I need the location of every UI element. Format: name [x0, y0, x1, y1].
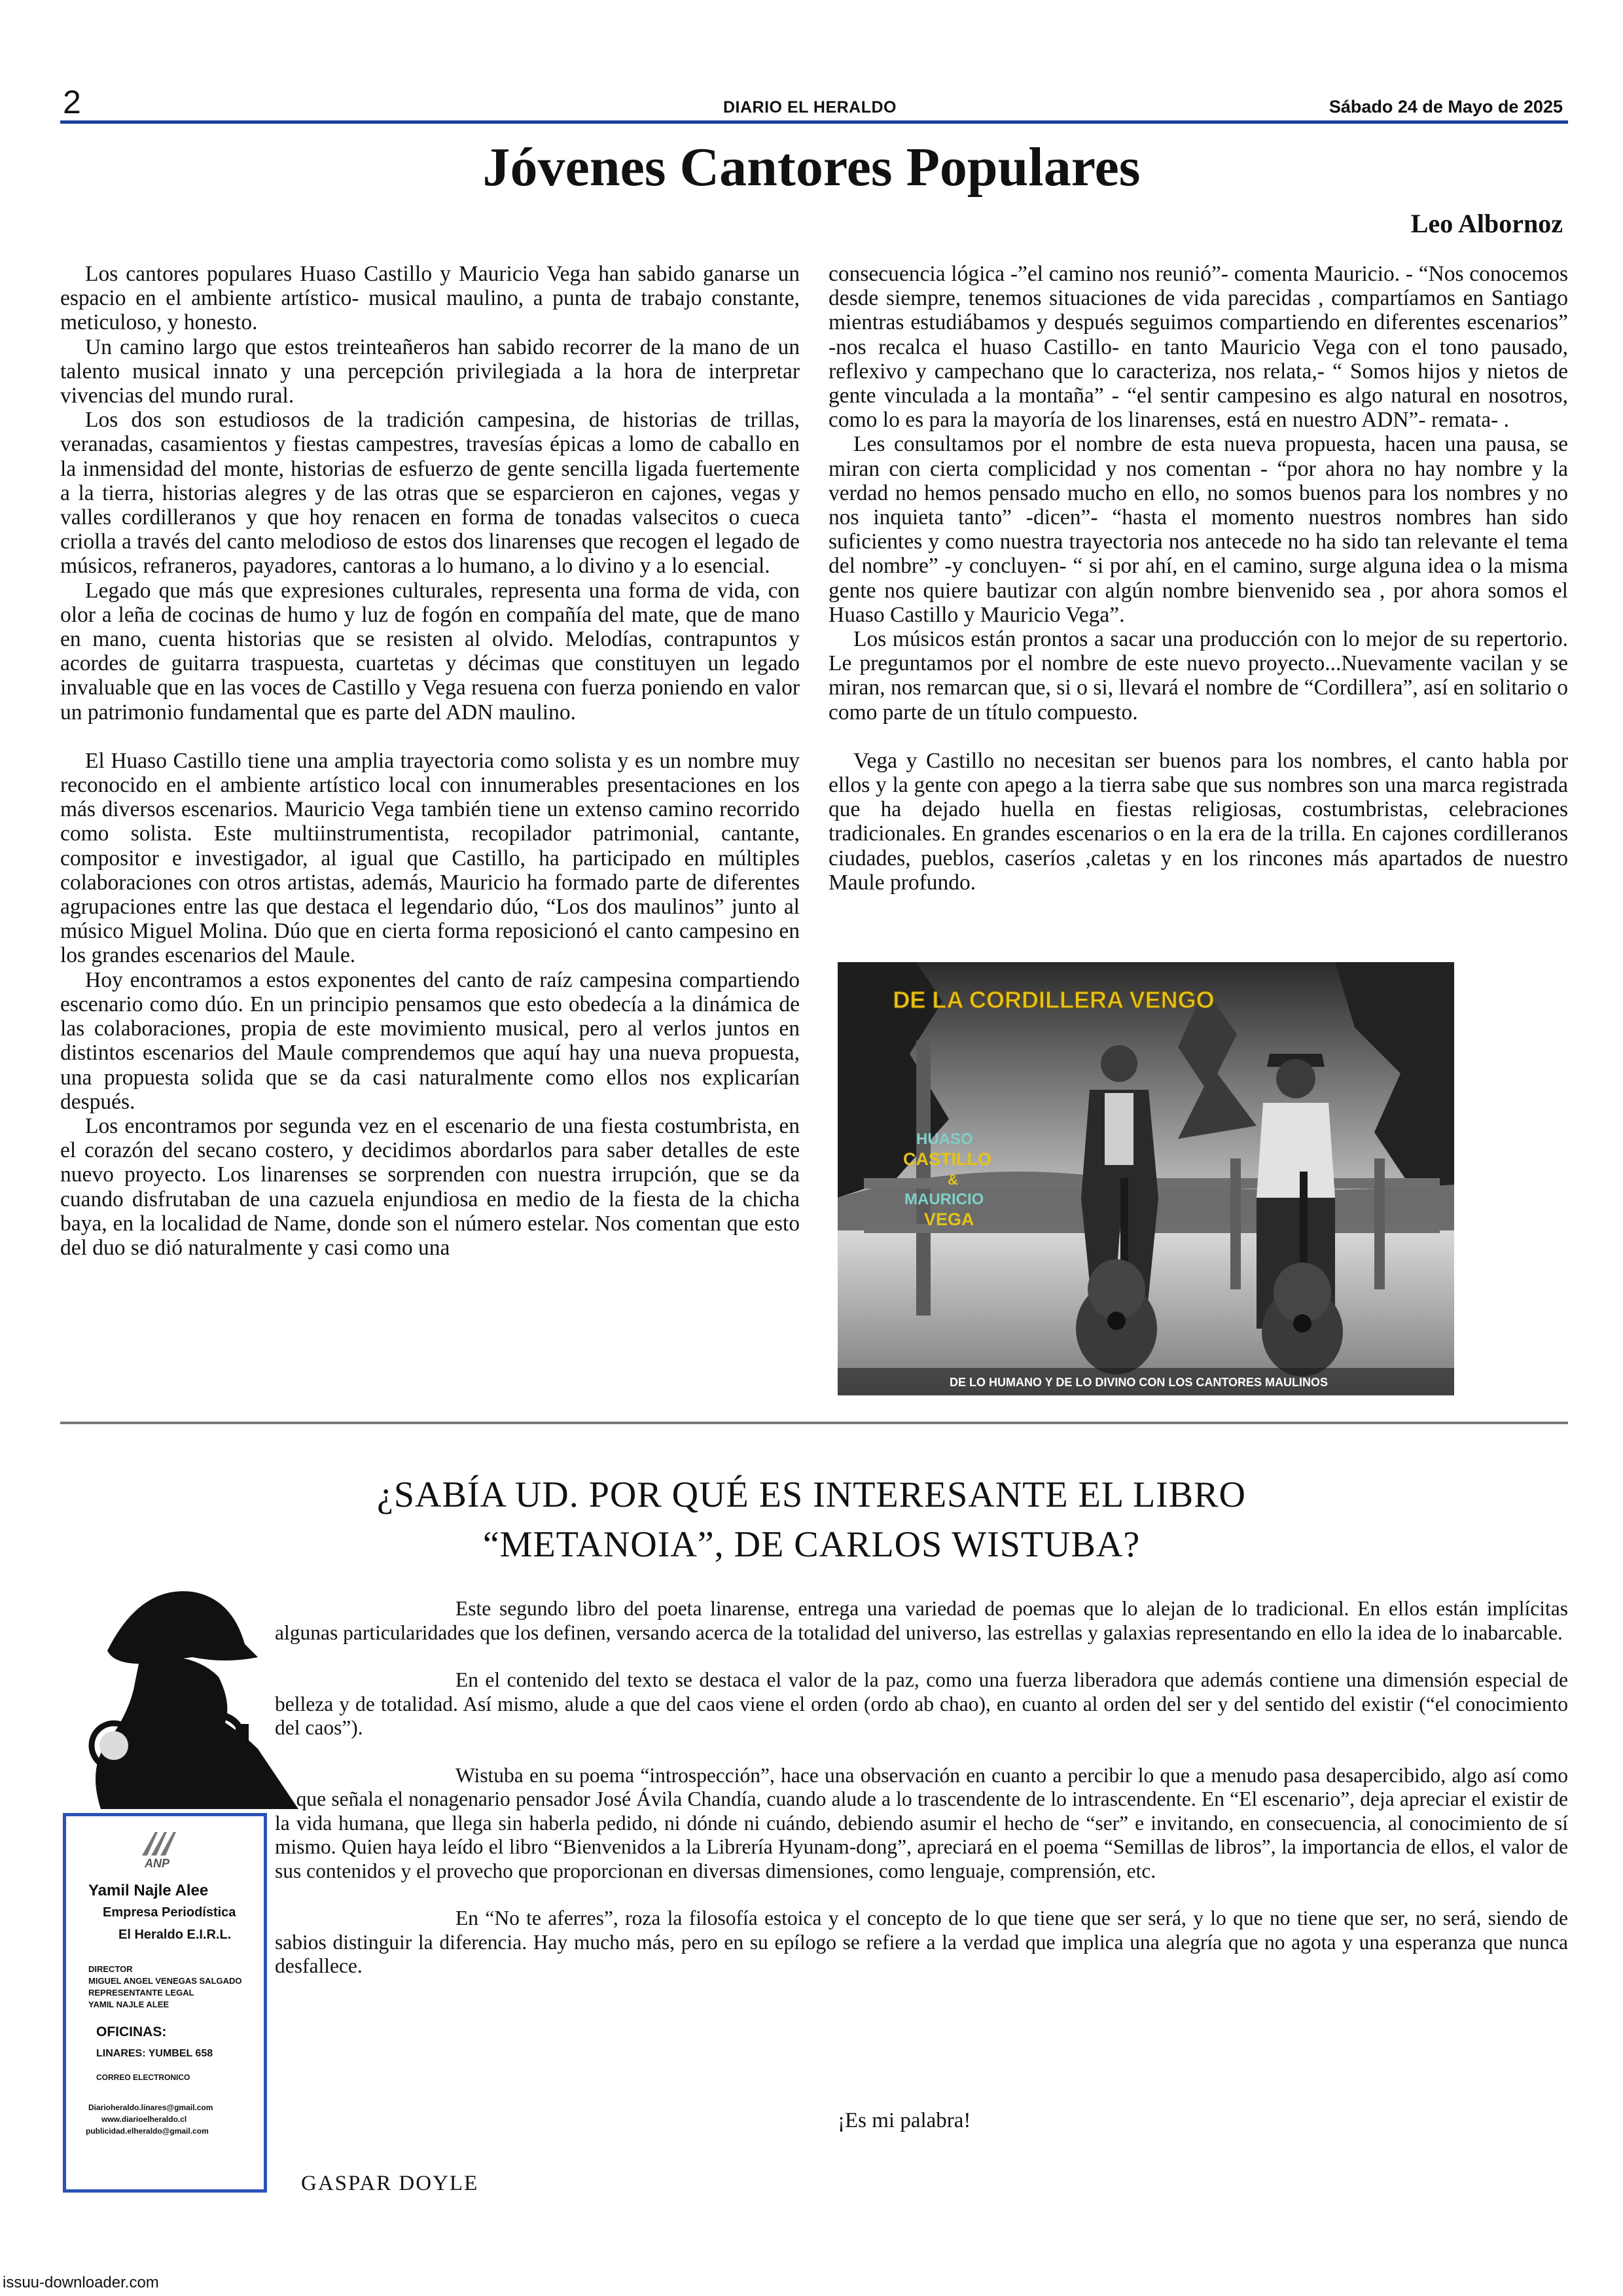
article-paragraph: Les consultamos por el nombre de esta nueva propuesta, hacen una pausa, se miran con cierta complicidad y nos comentan - “por ahora no hay nombre y la verdad no hemos pensado mucho en ello, no somos buenos para los nombres y no nos inquieta tanto” -dicen”- “hasta el momento nuestros nombres han sido suficientes y como nuestra trayectoria nos antecede no ha sido tan relevante el tema del nombre” -y concluyen- “ si por ahí, en el camino, surge alguna idea o la misma gente nos quiere bautizar con algún nombre bienvenido sea , por ahora somos el Huaso Castillo y Mauricio Vega”. [829, 432, 1568, 627]
detective-silhouette-icon [62, 1579, 298, 1809]
album-title: DE LA CORDILLERA VENGO [893, 986, 1215, 1013]
page-number: 2 [63, 84, 81, 120]
article-paragraph: Los dos son estudiosos de la tradición campesina, de historias de trillas, veranadas, casamientos y fiestas campestres, travesías épicas a lomo de caballo en la inmensidad del monte, historias de esfuerzo de gente sencilla ligada fuertemente a la tierra, historias alegres y de las otras que se esparcieron en cajones, vegas y valles cordilleranos y que hoy renacen en forma de tonadas valsecitos o cueca criolla a través del canto melodioso de estos dos linarenses que recogen el legado de músicos, refraneros, payadores, cantoras a lo humano, a lo divino y a lo esencial. [60, 408, 800, 579]
article-byline: Leo Albornoz [1410, 209, 1563, 238]
masthead-website: www.diarioelheraldo.cl [101, 2115, 187, 2124]
masthead-email-label: CORREO ELECTRONICO [96, 2073, 190, 2082]
article-column-left [60, 262, 800, 1260]
album-artist-1-top: HUASO [916, 1130, 973, 1148]
sabia-paragraph: En “No te aferres”, roza la filosofía estoica y el concepto de lo que tiene que ser será, y lo que no tiene que ser, no será, siendo de sabios distinguir la diferencia. Hay mucho más, pero en su epílogo se refiere a la verdad que implica una alegría que no agota y una esperanza que nunca desfallece. [275, 1907, 1568, 1977]
album-artist-1-bottom: CASTILLO [903, 1149, 991, 1169]
masthead-owner: Yamil Najle Alee [88, 1882, 209, 1899]
masthead-email-2: publicidad.elheraldo@gmail.com [86, 2126, 209, 2136]
article-paragraph: Hoy encontramos a estos exponentes del canto de raíz campesina compartiendo escenario como dúo. En un principio pensamos que esto obedecía a la dinámica de las colaboraciones, propia de este movimiento musical, pero al verlos juntos en distintos escenarios del Maule comprendemos que aquí hay una nueva propuesta, una propuesta solida que se da casi naturalmente como ellos nos explicarían después. [60, 967, 800, 1114]
article-paragraph: Vega y Castillo no necesitan ser buenos para los nombres, el canto habla por ellos y la gente con apego a la tierra sabe que sus nombres son una marca registrada que ha dejado huella en fiestas religiosas, costumbristas, celebraciones tradicionales. En grandes escenarios o en la era de la trilla. En cajones cordilleranos ciudades, pueblos, caseríos ,caletas y en los rincones más apartados de nuestro Maule profundo. [829, 748, 1568, 895]
masthead-box [63, 1813, 267, 2193]
article-paragraph: consecuencia lógica -”el camino nos reunió”- comenta Mauricio. - “Nos conocemos desde siempre, tenemos situaciones de vida parecidas , compartíamos en Santiago mientras estudiábamos y después seguimos compartiendo en diferentes escenarios” -nos recalca el huaso Castillo- en tanto Mauricio Vega con el tono pausado, reflexivo y campechano que lo caracteriza, nos relata,- “ Somos hijos y nietos de gente vinculada a la montaña” - “el sentir campesino es algo natural en nosotros, como lo es para la mayoría de los linarenses, está en nuestro ADN”- remata- . [829, 262, 1568, 433]
sabia-author: GASPAR DOYLE [301, 2172, 479, 2195]
paper-name: DIARIO EL HERALDO [723, 98, 897, 117]
article-paragraph: Legado que más que expresiones culturales, representa una forma de vida, con olor a leña de cocinas de humo y luz de fogón en compañía del mate, que de mano en mano, cuenta historias que se resisten al olvido. Melodías, contrapuntos y acordes de guitarra traspuesta, cuartetas y décimas que constituyen un legado invaluable que en las voces de Castillo y Vega resuena con fuerza poniendo en valor un patrimonio fundamental que es parte del ADN maulino. [60, 578, 800, 725]
masthead-company-line-2: El Heraldo E.I.R.L. [118, 1928, 232, 1942]
masthead-company-line-1: Empresa Periodística [103, 1905, 236, 1920]
sabia-paragraph: Este segundo libro del poeta linarense, entrega una variedad de poemas que lo alejan de lo tradicional. En ellos están implícitas algunas particularidades que los definen, versando acerca de la totalidad del universo, las estrellas y galaxias representando en ello la idea de lo inabarcable. [275, 1597, 1568, 1644]
article-column-right [829, 262, 1568, 895]
sabia-title-line-2: “METANOIA”, DE CARLOS WISTUBA? [482, 1524, 1141, 1565]
article-paragraph: Los cantores populares Huaso Castillo y Mauricio Vega han sabido ganarse un espacio en el ambiente artístico- musical maulino, a punta de trabajo constante, meticuloso, y honesto. [60, 262, 800, 335]
anp-logo-text: ANP [145, 1857, 170, 1870]
section-divider [60, 1422, 1568, 1424]
masthead-email-1: Diarioheraldo.linares@gmail.com [88, 2103, 213, 2112]
anp-logo-icon [138, 1829, 177, 1859]
album-ampersand: & [948, 1172, 958, 1188]
masthead-legal-name: YAMIL NAJLE ALEE [88, 2000, 169, 2009]
article-headline: Jóvenes Cantores Populares [482, 137, 1141, 198]
album-artist-2-bottom: VEGA [924, 1210, 974, 1229]
source-watermark: issuu-downloader.com [3, 2274, 159, 2291]
sabia-paragraph: Wistuba en su poema “introspección”, hace una observación en cuanto a percibir lo que a menudo pasa desapercibido, algo así como lo que señala el nonagenario pensador José Ávila Chandía, cuando alude a lo trascendente de lo intrascendente. En “El escenario”, deja apreciar el existir de la vida humana, que llega sin haberla pedido, ni dónde ni cuándo, debiendo asumir el hecho de “ser” e invitando, en consecuencia, al conocimiento de sí mismo. Quien haya leído el libro “Bienvenidos a la Librería Hyunam-dong”, apreciará en el poema “Semillas de libros”, la importancia de ellos, el valor de sus contenidos y el provecho que proporcionan en diversas dimensiones, como lenguaje, comprensión, etc. [275, 1763, 1568, 1882]
sabia-title-line-1: ¿SABÍA UD. POR QUÉ ES INTERESANTE EL LIBRO [377, 1475, 1246, 1515]
sabia-paragraph: En el contenido del texto se destaca el valor de la paz, como una fuerza liberadora que además contiene una dimensión especial de belleza y de totalidad. Así mismo, alude a que del caos viene el orden (ordo ab chao), en cuanto al orden del ser y del sentido del existir (“el conocimiento del caos”). [275, 1668, 1568, 1739]
masthead-director-label: DIRECTOR [88, 1964, 133, 1974]
issue-date: Sábado 24 de Mayo de 2025 [1329, 97, 1563, 117]
sabia-body [275, 1597, 1568, 2002]
sabia-title [0, 1470, 1623, 1570]
article-paragraph: El Huaso Castillo tiene una amplia trayectoria como solista y es un nombre muy reconocido en el ambiente artístico local con innumerables presentaciones en los más diversos escenarios. Mauricio Vega también tiene un extenso camino recorrido como solista. Este multiinstrumentista, recopilador patrimonial, cantante, compositor e investigador, al igual que Castillo, ha participado en múltiples colaboraciones con otros artistas, además, Mauricio ha formado parte de diferentes agrupaciones entre las que destaca el legendario dúo, “Los dos maulinos” junto al músico Miguel Molina. Dúo que en cierta forma reposicionó el canto campesino en los grandes escenarios del Maule. [60, 748, 800, 968]
album-tagline: DE LO HUMANO Y DE LO DIVINO CON LOS CANTORES MAULINOS [949, 1376, 1329, 1389]
article-paragraph: Los encontramos por segunda vez en el escenario de una fiesta costumbrista, en el corazón del secano costero, y decidimos abordarlos para saber detalles de este nuevo proyecto. Los linarenses se sorprenden con nuestra irrupción, que se da cuando disfrutaban de una cazuela enjundiosa en medio de la fiesta de la chicha baya, en la localidad de Name, donde son el número estelar. Nos comentan que esto del duo se dió naturalmente y casi como una [60, 1113, 800, 1260]
masthead-legal-label: REPRESENTANTE LEGAL [88, 1988, 194, 1998]
masthead-offices-label: OFICINAS: [96, 2024, 167, 2039]
album-artist-2-top: MAURICIO [904, 1191, 984, 1208]
article-paragraph: Un camino largo que estos treinteañeros han sabido recorrer de la mano de un talento musical innato y una percepción privilegiada a la hora de interpretar vivencias del mundo rural. [60, 334, 800, 408]
sabia-signoff: ¡Es mi palabra! [838, 2109, 971, 2132]
article-paragraph: Los músicos están prontos a sacar una producción con lo mejor de su repertorio. Le preguntamos por el nombre de este nuevo proyecto...Nuevamente vacilan y se miran, nos remarcan que, si o si, llevará el nombre de “Cordillera”, así en solitario o como parte de un título compuesto. [829, 627, 1568, 725]
masthead-offices-address: LINARES: YUMBEL 658 [96, 2048, 213, 2059]
album-cover-photo [838, 962, 1454, 1395]
header-rule [60, 120, 1568, 124]
masthead-director-name: MIGUEL ANGEL VENEGAS SALGADO [88, 1976, 242, 1986]
